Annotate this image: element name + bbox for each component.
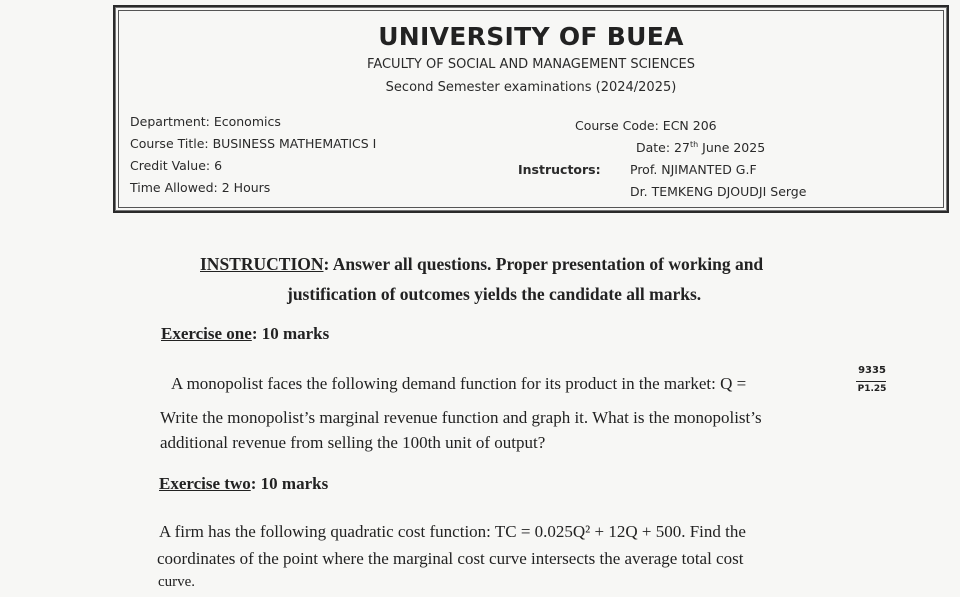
- credit-value-label: Credit Value: 6: [130, 158, 223, 173]
- department-label: Department: Economics: [130, 114, 281, 129]
- exercise-two-line-3: curve.: [158, 574, 196, 590]
- semester-label: Second Semester examinations (2024/2025): [385, 80, 677, 95]
- demand-fraction-bar: [856, 381, 886, 382]
- instructor-1: Prof. NJIMANTED G.F: [630, 162, 757, 177]
- university-name: UNIVERSITY OF BUEA: [378, 22, 684, 51]
- demand-fraction-denominator: P1.25: [857, 384, 887, 394]
- exam-date-label: Date: 27th June 2025: [636, 140, 766, 156]
- instructors-label: Instructors:: [518, 162, 601, 177]
- exercise-one-line-1: A monopolist faces the following demand function for its product in the market: Q =: [171, 374, 747, 393]
- time-allowed-label: Time Allowed: 2 Hours: [130, 180, 271, 195]
- demand-fraction-numerator: 9335: [858, 365, 886, 376]
- instruction-heading: INSTRUCTION: [200, 254, 324, 274]
- course-code-label: Course Code: ECN 206: [575, 118, 717, 133]
- exercise-two-title: Exercise two: 10 marks: [159, 474, 329, 493]
- exercise-one-line-2: Write the monopolist’s marginal revenue function and graph it. What is the monopolist’s: [160, 408, 762, 427]
- instruction-line-1: INSTRUCTION: Answer all questions. Proper presentation of working and: [200, 254, 764, 274]
- course-title-label: Course Title: BUSINESS MATHEMATICS I: [130, 136, 377, 151]
- exercise-two-line-1: A firm has the following quadratic cost function: TC = 0.025Q² + 12Q + 500. Find the: [159, 522, 746, 541]
- instruction-line-2: justification of outcomes yields the candidate all marks.: [287, 284, 702, 304]
- instructor-2: Dr. TEMKENG DJOUDJI Serge: [630, 184, 807, 199]
- exercise-two-line-2: coordinates of the point where the marginal cost curve intersects the average total cost: [157, 549, 744, 568]
- faculty-name: FACULTY OF SOCIAL AND MANAGEMENT SCIENCES: [367, 57, 695, 72]
- exercise-one-line-3: additional revenue from selling the 100th unit of output?: [160, 433, 546, 452]
- exercise-one-title: Exercise one: 10 marks: [161, 324, 330, 343]
